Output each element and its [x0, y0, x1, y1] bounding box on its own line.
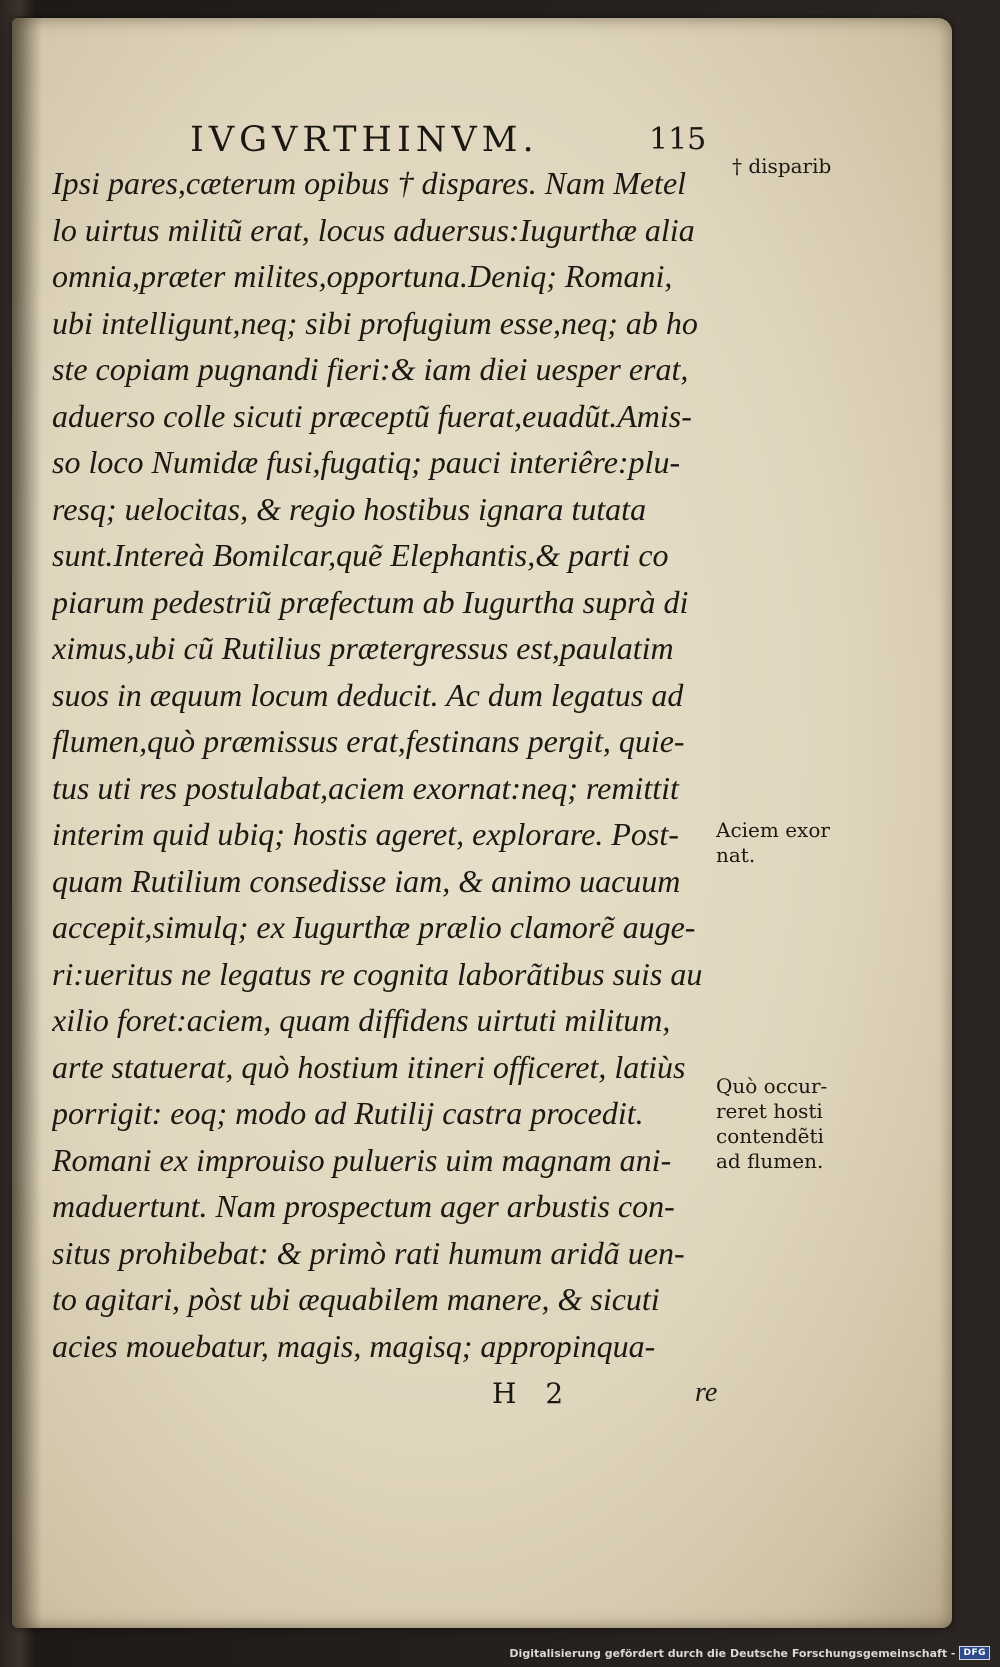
text-line: acies mouebatur, magis, magisq; appropinqua- [52, 1327, 656, 1364]
marginal-line: ad flumen. [716, 1149, 824, 1173]
text-line: so loco Numidæ fusi,fugatiq; pauci interiêre:plu- [52, 444, 681, 480]
running-head: IVGVRTHINVM. [190, 120, 539, 160]
text-line: maduertunt. Nam prospectum ager arbustis con- [52, 1188, 675, 1224]
catchword: re [695, 1377, 718, 1408]
text-line: quam Rutilium consedisse iam, & animo uacuum [52, 862, 681, 899]
text-line: omnia,præter milites,opportuna.Deniq; Romani, [52, 258, 673, 294]
page-number: 115 [649, 122, 707, 157]
footer-credit-text: Digitalisierung gefördert durch die Deutsche Forschungsgemeinschaft - [509, 1646, 956, 1660]
text-line: ubi intelligunt,neq; sibi profugium esse,neq; ab ho [52, 304, 698, 341]
text-line: Ipsi pares,cæterum opibus † dispares. Nam Metel [52, 165, 687, 201]
gutter-shadow [12, 18, 42, 1628]
text-line: tus uti res postulabat,aciem exornat:neq; remittit [52, 769, 679, 806]
text-line: to agitari, pòst ubi æquabilem manere, & sicuti [52, 1281, 660, 1317]
text-line: ste copiam pugnandi fieri:& iam diei uesper erat, [52, 351, 689, 387]
text-line: flumen,quò præmissus erat,festinans pergit, quie- [52, 723, 685, 759]
text-line: interim quid ubiq; hostis ageret, explorare. Post- [52, 816, 679, 852]
marginal-note-aciem-exornat [716, 818, 830, 868]
signature-mark: H 2 [492, 1377, 564, 1410]
marginal-line: reret hosti [716, 1099, 823, 1123]
marginal-line: Aciem exor [716, 818, 830, 842]
marginal-line: nat. [716, 843, 756, 867]
text-line: porrigit: eoq; modo ad Rutilij castra procedit. [52, 1095, 644, 1131]
marginal-note-quo-occurreret [716, 1074, 827, 1174]
text-line: accepit,simulq; ex Iugurthæ prælio clamorẽ auge- [52, 909, 696, 945]
text-line: situs prohibebat: & primò rati humum aridã uen- [52, 1234, 685, 1271]
text-line: xilio foret:aciem, quam diffidens uirtuti militum, [52, 1002, 671, 1038]
text-line: arte statuerat, quò hostium itineri officeret, latiùs [52, 1048, 686, 1085]
text-line: resq; uelocitas, & regio hostibus ignara tutata [52, 490, 647, 527]
text-line: lo uirtus militũ erat, locus aduersus:Iugurthæ alia [52, 211, 695, 248]
text-line: ri:ueritus ne legatus re cognita laborãtibus suis au [52, 955, 703, 992]
text-line: sunt.Intereà Bomilcar,quẽ Elephantis,& parti co [52, 537, 669, 573]
marginal-line: Quò occur- [716, 1074, 828, 1098]
digitization-footer [509, 1643, 990, 1663]
text-line: ximus,ubi cũ Rutilius prætergressus est,paulatim [52, 630, 674, 666]
book-page [12, 18, 952, 1628]
text-line: aduerso colle sicuti præceptũ fuerat,euadũt.Amis- [52, 397, 692, 434]
dfg-logo: DFG [959, 1646, 990, 1660]
text-line: Romani ex improuiso pulueris uim magnam ani- [52, 1141, 672, 1178]
marginal-note-disparibus: † disparib [732, 154, 832, 178]
text-line: piarum pedestriũ præfectum ab Iugurtha suprà di [52, 583, 689, 620]
marginal-line: contendẽti [716, 1124, 824, 1148]
main-text-block [52, 160, 732, 1369]
text-line: suos in æquum locum deducit. Ac dum legatus ad [52, 676, 684, 713]
